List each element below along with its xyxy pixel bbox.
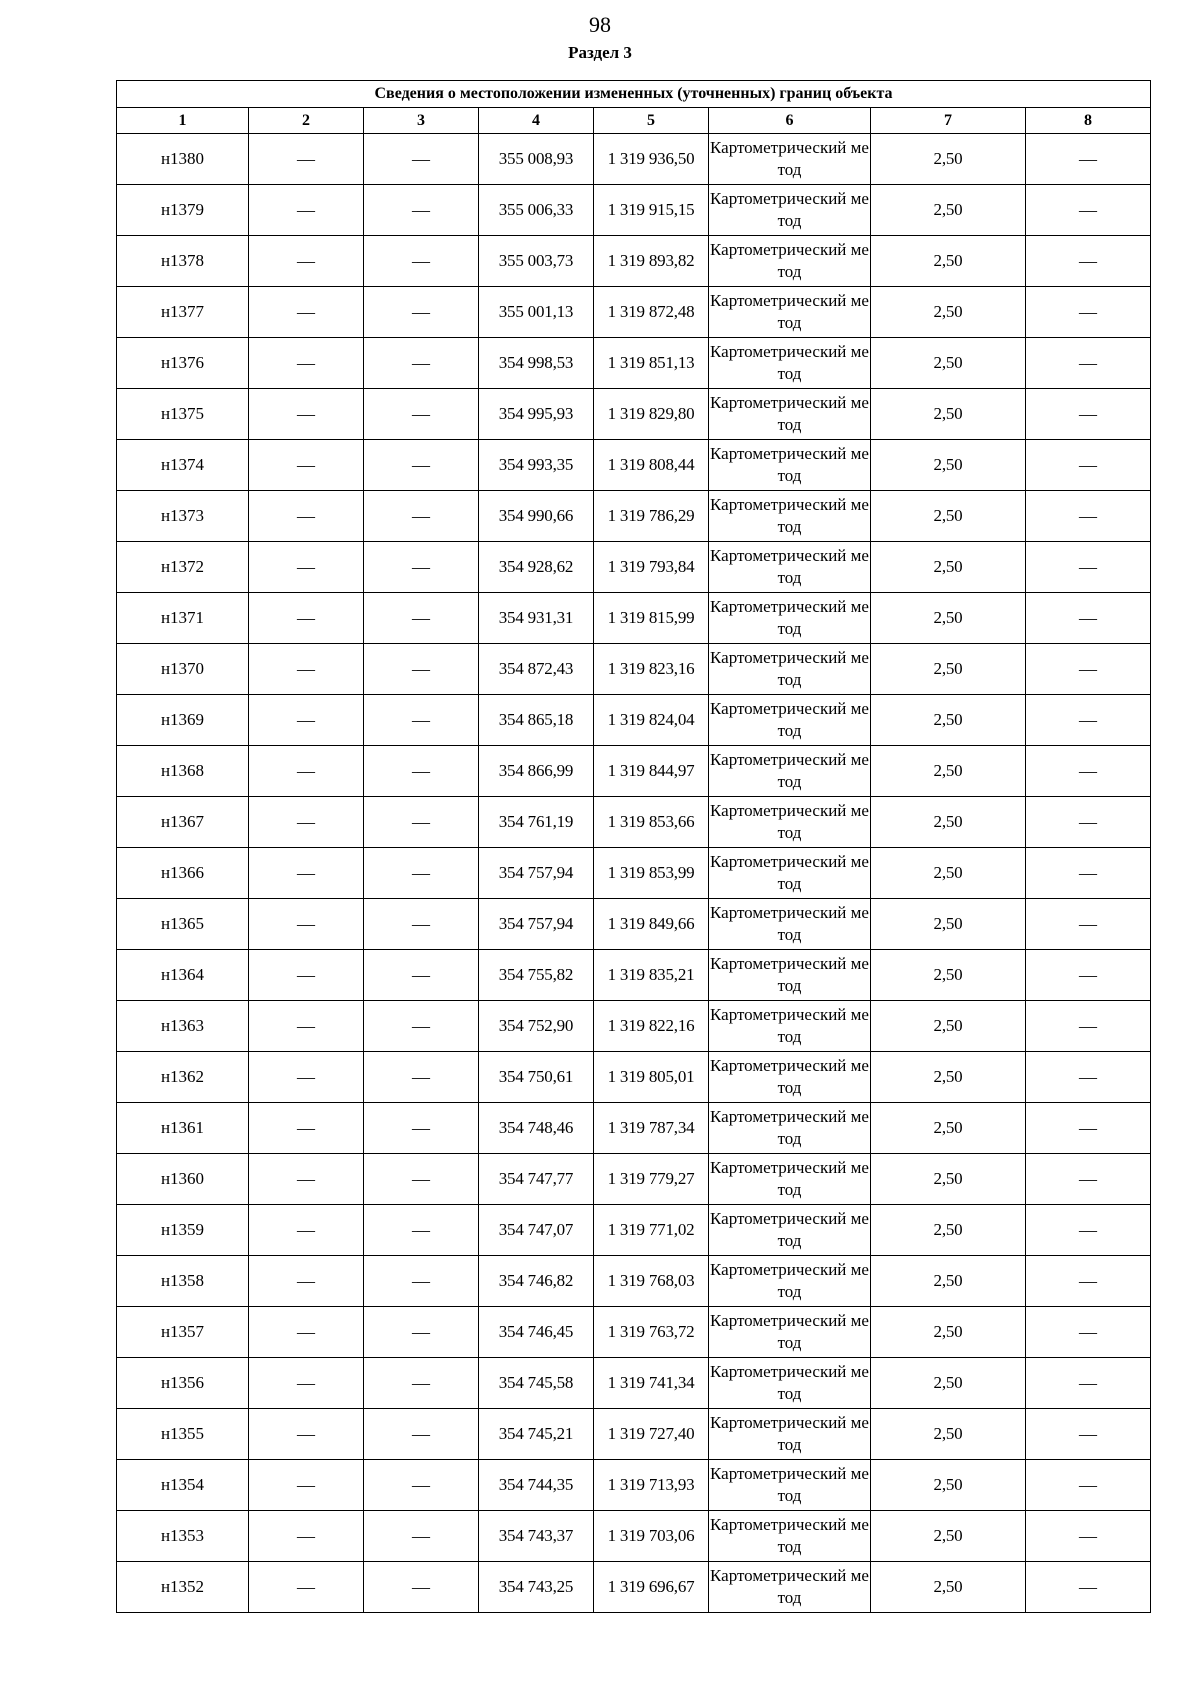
table-row (117, 644, 1151, 695)
y-coordinate-cell: 1 319 763,72 (594, 1307, 709, 1358)
y-coordinate-cell: 1 319 829,80 (594, 389, 709, 440)
table-row (117, 185, 1151, 236)
precision-cell: 2,50 (871, 287, 1026, 338)
column-3-cell: — (364, 1358, 479, 1409)
table-row (117, 1256, 1151, 1307)
y-coordinate-cell: 1 319 835,21 (594, 950, 709, 1001)
column-3-cell: — (364, 899, 479, 950)
precision-cell: 2,50 (871, 1562, 1026, 1613)
column-3-cell: — (364, 389, 479, 440)
column-3-cell: — (364, 1154, 479, 1205)
column-2-cell: — (249, 491, 364, 542)
table-row (117, 134, 1151, 185)
column-3-cell: — (364, 644, 479, 695)
method-cell: Картометрический метод (709, 440, 871, 491)
column-2-cell: — (249, 950, 364, 1001)
precision-cell: 2,50 (871, 1154, 1026, 1205)
method-cell: Картометрический метод (709, 185, 871, 236)
table-row (117, 1103, 1151, 1154)
column-8-cell: — (1026, 1307, 1151, 1358)
point-number-cell: н1363 (117, 1001, 249, 1052)
method-cell: Картометрический метод (709, 1460, 871, 1511)
precision-cell: 2,50 (871, 1307, 1026, 1358)
column-3-cell: — (364, 848, 479, 899)
column-8-cell: — (1026, 1001, 1151, 1052)
precision-cell: 2,50 (871, 1052, 1026, 1103)
column-3-cell: — (364, 1460, 479, 1511)
column-8-cell: — (1026, 1562, 1151, 1613)
y-coordinate-cell: 1 319 823,16 (594, 644, 709, 695)
point-number-cell: н1362 (117, 1052, 249, 1103)
column-2-cell: — (249, 797, 364, 848)
x-coordinate-cell: 355 003,73 (479, 236, 594, 287)
column-2-cell: — (249, 440, 364, 491)
point-number-cell: н1360 (117, 1154, 249, 1205)
point-number-cell: н1364 (117, 950, 249, 1001)
column-3-cell: — (364, 1256, 479, 1307)
x-coordinate-cell: 354 872,43 (479, 644, 594, 695)
column-8-cell: — (1026, 338, 1151, 389)
precision-cell: 2,50 (871, 1205, 1026, 1256)
column-3-cell: — (364, 134, 479, 185)
method-cell: Картометрический метод (709, 1205, 871, 1256)
precision-cell: 2,50 (871, 950, 1026, 1001)
column-8-cell: — (1026, 287, 1151, 338)
method-cell: Картометрический метод (709, 593, 871, 644)
column-8-cell: — (1026, 1460, 1151, 1511)
column-2-cell: — (249, 1307, 364, 1358)
x-coordinate-cell: 354 748,46 (479, 1103, 594, 1154)
column-number: 4 (479, 108, 594, 134)
table-row (117, 542, 1151, 593)
precision-cell: 2,50 (871, 236, 1026, 287)
precision-cell: 2,50 (871, 1409, 1026, 1460)
x-coordinate-cell: 354 761,19 (479, 797, 594, 848)
point-number-cell: н1378 (117, 236, 249, 287)
table-row (117, 1409, 1151, 1460)
method-cell: Картометрический метод (709, 287, 871, 338)
y-coordinate-cell: 1 319 771,02 (594, 1205, 709, 1256)
column-8-cell: — (1026, 1052, 1151, 1103)
x-coordinate-cell: 354 755,82 (479, 950, 594, 1001)
column-2-cell: — (249, 899, 364, 950)
section-title: Раздел 3 (568, 43, 632, 62)
point-number-cell: н1354 (117, 1460, 249, 1511)
y-coordinate-cell: 1 319 844,97 (594, 746, 709, 797)
point-number-cell: н1353 (117, 1511, 249, 1562)
method-cell: Картометрический метод (709, 746, 871, 797)
column-3-cell: — (364, 1103, 479, 1154)
x-coordinate-cell: 354 743,25 (479, 1562, 594, 1613)
x-coordinate-cell: 354 750,61 (479, 1052, 594, 1103)
method-cell: Картометрический метод (709, 950, 871, 1001)
point-number-cell: н1357 (117, 1307, 249, 1358)
point-number-cell: н1380 (117, 134, 249, 185)
method-cell: Картометрический метод (709, 899, 871, 950)
column-2-cell: — (249, 542, 364, 593)
column-number: 6 (709, 108, 871, 134)
column-2-cell: — (249, 338, 364, 389)
column-2-cell: — (249, 287, 364, 338)
page-number: 98 (589, 12, 611, 37)
point-number-cell: н1372 (117, 542, 249, 593)
y-coordinate-cell: 1 319 822,16 (594, 1001, 709, 1052)
precision-cell: 2,50 (871, 899, 1026, 950)
method-cell: Картометрический метод (709, 1409, 871, 1460)
column-3-cell: — (364, 695, 479, 746)
x-coordinate-cell: 354 757,94 (479, 899, 594, 950)
column-8-cell: — (1026, 1358, 1151, 1409)
column-3-cell: — (364, 185, 479, 236)
point-number-cell: н1374 (117, 440, 249, 491)
table-row (117, 899, 1151, 950)
method-cell: Картометрический метод (709, 1511, 871, 1562)
column-2-cell: — (249, 746, 364, 797)
table-row (117, 338, 1151, 389)
precision-cell: 2,50 (871, 746, 1026, 797)
column-2-cell: — (249, 1001, 364, 1052)
method-cell: Картометрический метод (709, 1103, 871, 1154)
y-coordinate-cell: 1 319 793,84 (594, 542, 709, 593)
precision-cell: 2,50 (871, 185, 1026, 236)
y-coordinate-cell: 1 319 915,15 (594, 185, 709, 236)
column-number: 8 (1026, 108, 1151, 134)
column-8-cell: — (1026, 1256, 1151, 1307)
point-number-cell: н1368 (117, 746, 249, 797)
column-3-cell: — (364, 1052, 479, 1103)
column-8-cell: — (1026, 1409, 1151, 1460)
column-8-cell: — (1026, 236, 1151, 287)
point-number-cell: н1359 (117, 1205, 249, 1256)
table-body (117, 134, 1151, 1613)
y-coordinate-cell: 1 319 768,03 (594, 1256, 709, 1307)
x-coordinate-cell: 354 747,77 (479, 1154, 594, 1205)
table-row (117, 1358, 1151, 1409)
column-2-cell: — (249, 236, 364, 287)
point-number-cell: н1379 (117, 185, 249, 236)
column-3-cell: — (364, 1409, 479, 1460)
x-coordinate-cell: 354 865,18 (479, 695, 594, 746)
y-coordinate-cell: 1 319 849,66 (594, 899, 709, 950)
method-cell: Картометрический метод (709, 1307, 871, 1358)
column-8-cell: — (1026, 1154, 1151, 1205)
table-row (117, 1511, 1151, 1562)
table-row (117, 1460, 1151, 1511)
method-cell: Картометрический метод (709, 1358, 871, 1409)
x-coordinate-cell: 354 757,94 (479, 848, 594, 899)
method-cell: Картометрический метод (709, 1256, 871, 1307)
table-row (117, 950, 1151, 1001)
method-cell: Картометрический метод (709, 134, 871, 185)
method-cell: Картометрический метод (709, 491, 871, 542)
y-coordinate-cell: 1 319 786,29 (594, 491, 709, 542)
precision-cell: 2,50 (871, 695, 1026, 746)
column-2-cell: — (249, 1358, 364, 1409)
y-coordinate-cell: 1 319 853,99 (594, 848, 709, 899)
column-3-cell: — (364, 1511, 479, 1562)
precision-cell: 2,50 (871, 542, 1026, 593)
column-8-cell: — (1026, 1511, 1151, 1562)
x-coordinate-cell: 354 746,82 (479, 1256, 594, 1307)
column-8-cell: — (1026, 848, 1151, 899)
column-number: 1 (117, 108, 249, 134)
precision-cell: 2,50 (871, 389, 1026, 440)
table-row (117, 1001, 1151, 1052)
column-3-cell: — (364, 440, 479, 491)
column-3-cell: — (364, 797, 479, 848)
table-row (117, 797, 1151, 848)
table-row (117, 287, 1151, 338)
column-8-cell: — (1026, 491, 1151, 542)
point-number-cell: н1361 (117, 1103, 249, 1154)
column-8-cell: — (1026, 134, 1151, 185)
point-number-cell: н1366 (117, 848, 249, 899)
column-8-cell: — (1026, 185, 1151, 236)
method-cell: Картометрический метод (709, 1052, 871, 1103)
column-8-cell: — (1026, 695, 1151, 746)
column-2-cell: — (249, 1052, 364, 1103)
point-number-cell: н1358 (117, 1256, 249, 1307)
method-cell: Картометрический метод (709, 1154, 871, 1205)
point-number-cell: н1375 (117, 389, 249, 440)
y-coordinate-cell: 1 319 713,93 (594, 1460, 709, 1511)
method-cell: Картометрический метод (709, 695, 871, 746)
table-row (117, 848, 1151, 899)
y-coordinate-cell: 1 319 741,34 (594, 1358, 709, 1409)
column-8-cell: — (1026, 593, 1151, 644)
precision-cell: 2,50 (871, 644, 1026, 695)
precision-cell: 2,50 (871, 848, 1026, 899)
column-2-cell: — (249, 1154, 364, 1205)
column-2-cell: — (249, 389, 364, 440)
method-cell: Картометрический метод (709, 644, 871, 695)
y-coordinate-cell: 1 319 696,67 (594, 1562, 709, 1613)
x-coordinate-cell: 354 744,35 (479, 1460, 594, 1511)
point-number-cell: н1369 (117, 695, 249, 746)
column-3-cell: — (364, 950, 479, 1001)
method-cell: Картометрический метод (709, 797, 871, 848)
y-coordinate-cell: 1 319 936,50 (594, 134, 709, 185)
method-cell: Картометрический метод (709, 338, 871, 389)
method-cell: Картометрический метод (709, 236, 871, 287)
column-3-cell: — (364, 1205, 479, 1256)
precision-cell: 2,50 (871, 134, 1026, 185)
precision-cell: 2,50 (871, 1001, 1026, 1052)
column-3-cell: — (364, 491, 479, 542)
column-2-cell: — (249, 593, 364, 644)
column-3-cell: — (364, 338, 479, 389)
column-2-cell: — (249, 1103, 364, 1154)
y-coordinate-cell: 1 319 815,99 (594, 593, 709, 644)
column-2-cell: — (249, 1511, 364, 1562)
y-coordinate-cell: 1 319 787,34 (594, 1103, 709, 1154)
column-3-cell: — (364, 1307, 479, 1358)
y-coordinate-cell: 1 319 808,44 (594, 440, 709, 491)
column-2-cell: — (249, 1256, 364, 1307)
table-row (117, 440, 1151, 491)
method-cell: Картометрический метод (709, 848, 871, 899)
x-coordinate-cell: 354 931,31 (479, 593, 594, 644)
x-coordinate-cell: 354 995,93 (479, 389, 594, 440)
x-coordinate-cell: 354 745,58 (479, 1358, 594, 1409)
precision-cell: 2,50 (871, 593, 1026, 644)
table-row (117, 491, 1151, 542)
column-number-row (117, 108, 1151, 134)
table-row (117, 1205, 1151, 1256)
x-coordinate-cell: 354 998,53 (479, 338, 594, 389)
method-cell: Картометрический метод (709, 1562, 871, 1613)
column-8-cell: — (1026, 746, 1151, 797)
point-number-cell: н1376 (117, 338, 249, 389)
column-number: 2 (249, 108, 364, 134)
column-2-cell: — (249, 848, 364, 899)
column-3-cell: — (364, 236, 479, 287)
x-coordinate-cell: 354 993,35 (479, 440, 594, 491)
table-row (117, 695, 1151, 746)
method-cell: Картометрический метод (709, 1001, 871, 1052)
y-coordinate-cell: 1 319 703,06 (594, 1511, 709, 1562)
column-3-cell: — (364, 1001, 479, 1052)
column-8-cell: — (1026, 1205, 1151, 1256)
x-coordinate-cell: 354 743,37 (479, 1511, 594, 1562)
table-caption: Сведения о местоположении измененных (уточненных) границ объекта (117, 81, 1151, 108)
column-3-cell: — (364, 746, 479, 797)
point-number-cell: н1373 (117, 491, 249, 542)
y-coordinate-cell: 1 319 853,66 (594, 797, 709, 848)
column-8-cell: — (1026, 644, 1151, 695)
column-2-cell: — (249, 644, 364, 695)
y-coordinate-cell: 1 319 872,48 (594, 287, 709, 338)
column-number: 7 (871, 108, 1026, 134)
y-coordinate-cell: 1 319 727,40 (594, 1409, 709, 1460)
precision-cell: 2,50 (871, 1103, 1026, 1154)
point-number-cell: н1355 (117, 1409, 249, 1460)
column-8-cell: — (1026, 440, 1151, 491)
table-row (117, 389, 1151, 440)
column-2-cell: — (249, 1205, 364, 1256)
y-coordinate-cell: 1 319 805,01 (594, 1052, 709, 1103)
column-3-cell: — (364, 287, 479, 338)
column-8-cell: — (1026, 797, 1151, 848)
x-coordinate-cell: 355 001,13 (479, 287, 594, 338)
point-number-cell: н1365 (117, 899, 249, 950)
y-coordinate-cell: 1 319 851,13 (594, 338, 709, 389)
table-row (117, 1154, 1151, 1205)
table-row (117, 236, 1151, 287)
column-2-cell: — (249, 695, 364, 746)
method-cell: Картометрический метод (709, 542, 871, 593)
x-coordinate-cell: 354 866,99 (479, 746, 594, 797)
precision-cell: 2,50 (871, 1256, 1026, 1307)
precision-cell: 2,50 (871, 338, 1026, 389)
precision-cell: 2,50 (871, 1511, 1026, 1562)
column-8-cell: — (1026, 542, 1151, 593)
column-8-cell: — (1026, 389, 1151, 440)
column-2-cell: — (249, 1562, 364, 1613)
point-number-cell: н1352 (117, 1562, 249, 1613)
y-coordinate-cell: 1 319 824,04 (594, 695, 709, 746)
x-coordinate-cell: 354 747,07 (479, 1205, 594, 1256)
column-3-cell: — (364, 542, 479, 593)
x-coordinate-cell: 354 990,66 (479, 491, 594, 542)
column-8-cell: — (1026, 950, 1151, 1001)
y-coordinate-cell: 1 319 893,82 (594, 236, 709, 287)
column-8-cell: — (1026, 899, 1151, 950)
column-number: 5 (594, 108, 709, 134)
column-3-cell: — (364, 593, 479, 644)
precision-cell: 2,50 (871, 797, 1026, 848)
column-2-cell: — (249, 1460, 364, 1511)
column-2-cell: — (249, 1409, 364, 1460)
table-row (117, 1562, 1151, 1613)
table-row (117, 593, 1151, 644)
precision-cell: 2,50 (871, 1358, 1026, 1409)
point-number-cell: н1370 (117, 644, 249, 695)
table-row (117, 1052, 1151, 1103)
boundary-coordinates-table (116, 80, 1151, 1613)
column-number: 3 (364, 108, 479, 134)
precision-cell: 2,50 (871, 440, 1026, 491)
column-8-cell: — (1026, 1103, 1151, 1154)
point-number-cell: н1367 (117, 797, 249, 848)
column-3-cell: — (364, 1562, 479, 1613)
table-row (117, 746, 1151, 797)
point-number-cell: н1356 (117, 1358, 249, 1409)
point-number-cell: н1377 (117, 287, 249, 338)
x-coordinate-cell: 354 752,90 (479, 1001, 594, 1052)
x-coordinate-cell: 354 746,45 (479, 1307, 594, 1358)
x-coordinate-cell: 354 928,62 (479, 542, 594, 593)
precision-cell: 2,50 (871, 1460, 1026, 1511)
column-2-cell: — (249, 134, 364, 185)
x-coordinate-cell: 355 008,93 (479, 134, 594, 185)
table-row (117, 1307, 1151, 1358)
method-cell: Картометрический метод (709, 389, 871, 440)
x-coordinate-cell: 355 006,33 (479, 185, 594, 236)
y-coordinate-cell: 1 319 779,27 (594, 1154, 709, 1205)
x-coordinate-cell: 354 745,21 (479, 1409, 594, 1460)
precision-cell: 2,50 (871, 491, 1026, 542)
column-2-cell: — (249, 185, 364, 236)
point-number-cell: н1371 (117, 593, 249, 644)
